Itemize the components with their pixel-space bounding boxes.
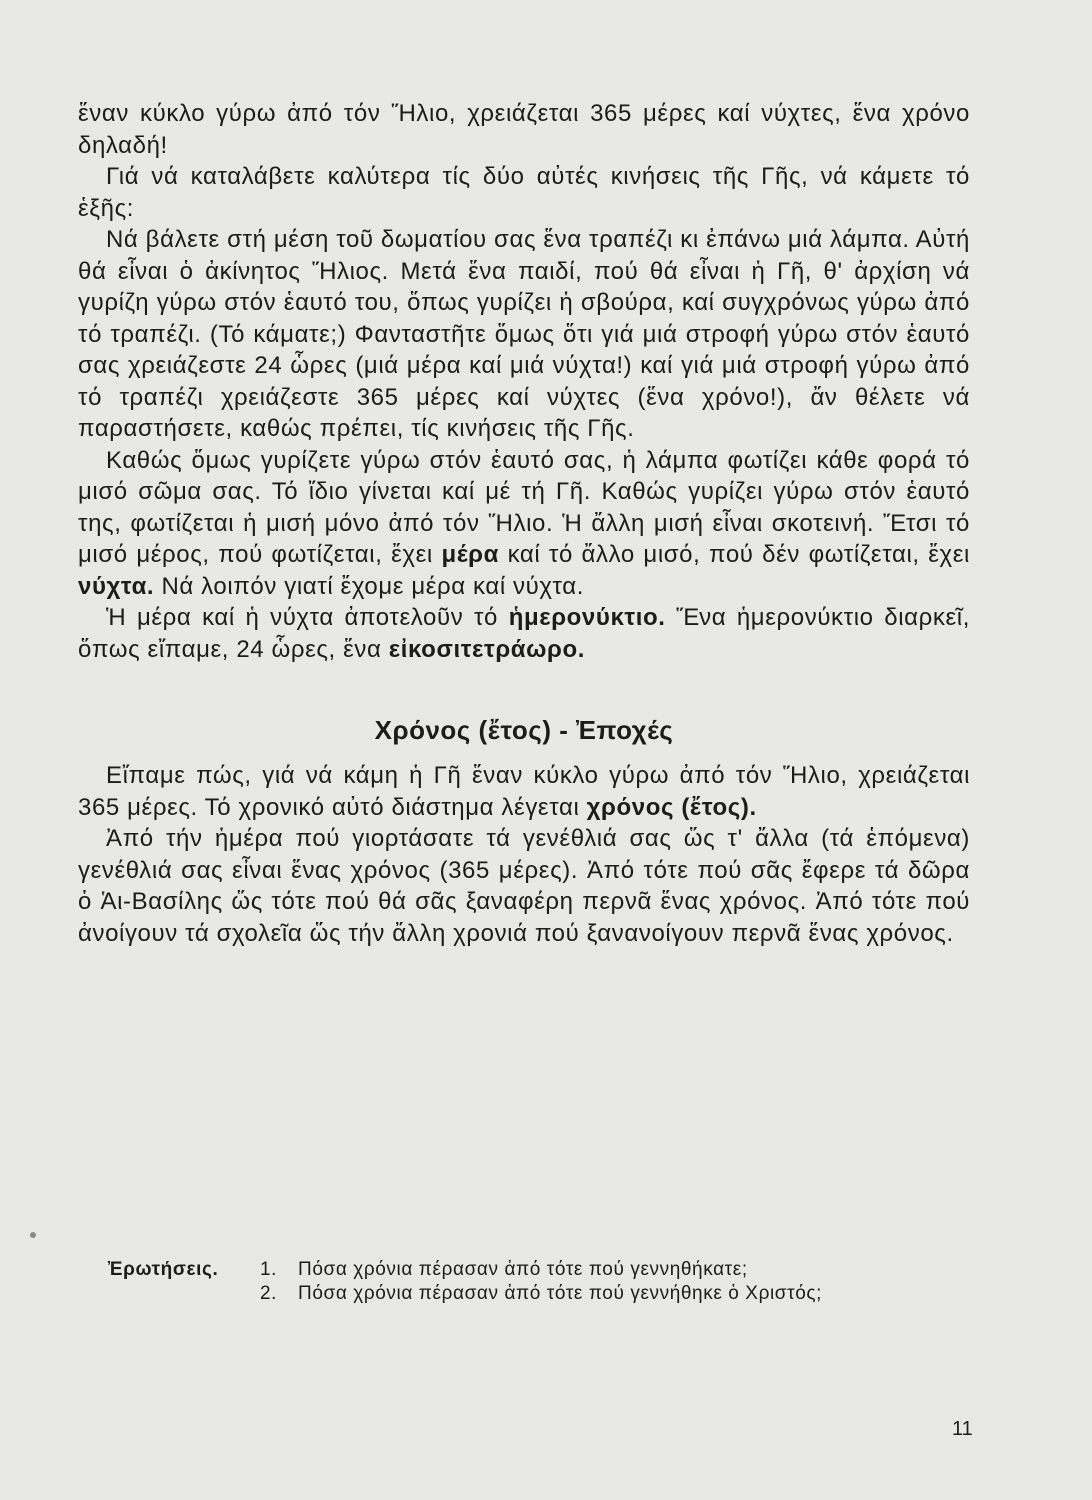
questions-label: Ἐρωτήσεις.: [108, 1259, 219, 1280]
question-text: Πόσα χρόνια πέρασαν ἀπό τότε πού γεννηθήκατε;: [298, 1259, 748, 1280]
text-run: Καθώς ὅμως γυρίζετε γύρω στόν ἑαυτό σας, ἡ λάμπα φωτίζει κάθε φορά τό μισό σῶμα σας. Τό ἴδιο γίνεται καί μέ τή Γῆ. Καθώς γυρίζει γύρω στόν ἑαυτό της, φωτίζεται ἡ μισή μόνο ἀπό τόν Ἥλιο. Ἡ ἄλλη μισή εἶναι σκοτεινή. Ἔτσι τό μισό μέρος, πού φωτίζεται, ἔχει: [78, 446, 970, 568]
bold-term: εἰκοσιτετράωρο.: [388, 635, 585, 663]
page-number: 11: [952, 1418, 973, 1440]
bold-term: νύχτα.: [78, 572, 155, 600]
question-text: Πόσα χρόνια πέρασαν ἀπό τότε πού γεννήθηκε ὁ Χριστός;: [298, 1283, 823, 1304]
text-run: Εἴπαμε πώς, γιά νά κάμη ἡ Γῆ ἕναν κύκλο γύρω ἀπό τόν Ἥλιο, χρειάζεται 365 μέρες. Τό χρονικό αὐτό διάστημα λέγεται: [78, 762, 970, 821]
text-run: Νά λοιπόν γιατί ἔχομε μέρα καί νύχτα.: [154, 572, 585, 600]
question-item: [260, 1282, 910, 1306]
questions-list: [260, 1258, 910, 1306]
paragraph: [78, 224, 970, 445]
question-item: [260, 1258, 910, 1282]
paragraph: [78, 98, 970, 161]
question-number: 1.: [260, 1259, 278, 1280]
main-text: [78, 98, 970, 949]
paragraph: [78, 823, 970, 949]
text-run: Νά βάλετε στή μέση τοῦ δωματίου σας ἕνα τραπέζι κι ἐπάνω μιά λάμπα. Αὐτή θά εἶναι ὁ ἀκίνητος Ἥλιος. Μετά ἕνα παιδί, πού θά εἶναι ἡ Γῆ, θ' ἀρχίση νά γυρίζη γύρω στόν ἑαυτό του, ὅπως γυρίζει ἡ σβούρα, καί συγχρόνως γύρω ἀπό τό τραπέζι. (Τό κάματε;) Φανταστῆτε ὅμως ὅτι γιά μιά στροφή γύρω στόν ἑαυτό σας χρειάζεστε 24 ὧρες (μιά μέρα καί μιά νύχτα!) καί γιά μιά στροφή γύρω ἀπό τό τραπέζι χρειάζεστε 365 μέρες καί νύχτες (ἕνα χρόνο!), ἄν θέλετε νά παραστήσετε, καθώς πρέπει, τίς κινήσεις τῆς Γῆς.: [78, 226, 970, 442]
bold-term: μέρα: [441, 541, 499, 568]
text-run: Ἀπό τήν ἡμέρα πού γιορτάσατε τά γενέθλιά σας ὥς τ' ἄλλα (τά ἑπόμενα) γενέθλιά σας εἶναι ἕνας χρόνος (365 μέρες). Ἀπό τότε πού σᾶς ἔφερε τά δῶρα ὁ Ἁι-Βασίλης ὥς τότε πού θά σᾶς ξαναφέρη περνᾶ ἕνας χρόνος. Ἀπό τότε πού ἀνοίγουν τά σχολεῖα ὥς τήν ἄλλη χρονιά πού ξανανοίγουν περνᾶ ἕνας χρόνος.: [78, 825, 970, 947]
bold-term: χρόνος (ἔτος).: [586, 793, 757, 821]
bottom-paragraphs: [78, 760, 970, 949]
paragraph: [78, 161, 970, 224]
top-paragraphs: [78, 98, 970, 665]
text-run: ἕναν κύκλο γύρω ἀπό τόν Ἥλιο, χρειάζεται 365 μέρες καί νύχτες, ἕνα χρόνο δηλαδή!: [78, 100, 970, 159]
section-title: Χρόνος (ἔτος) - Ἐποχές: [374, 715, 674, 745]
paragraph: [78, 602, 970, 665]
text-run: Ἡ μέρα καί ἡ νύχτα ἀποτελοῦν τό: [106, 604, 509, 631]
paragraph: [78, 760, 970, 823]
paragraph: [78, 445, 970, 603]
bold-term: ἡμερονύκτιο.: [508, 604, 666, 631]
text-run: Γιά νά καταλάβετε καλύτερα τίς δύο αὐτές κινήσεις τῆς Γῆς, νά κάμετε τό ἑξῆς:: [78, 163, 970, 222]
text-run: καί τό ἄλλο μισό, πού δέν φωτίζεται, ἔχει: [498, 541, 970, 568]
print-speck: [30, 1232, 36, 1238]
text-run: Ἕνα ἡμερονύκτιο διαρκεῖ, ὅπως εἴπαμε, 24 ὧρες, ἕνα: [78, 604, 970, 663]
question-number: 2.: [260, 1283, 278, 1304]
